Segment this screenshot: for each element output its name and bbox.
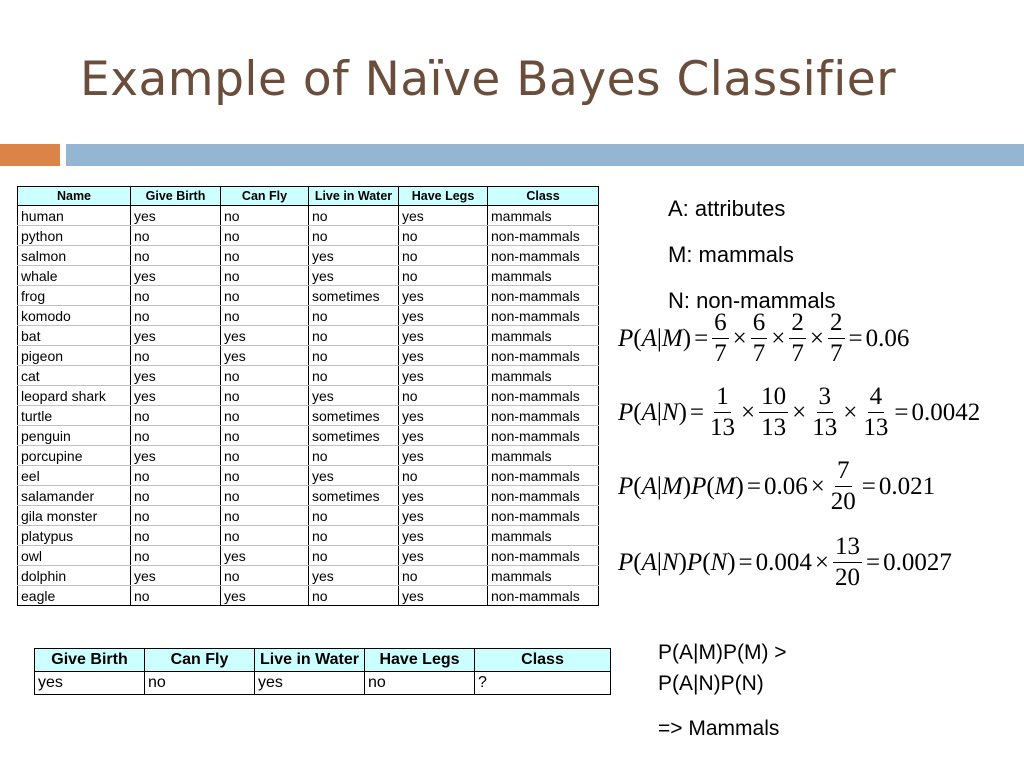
- fraction: [789, 308, 806, 369]
- equation-p-a-given-n: [618, 382, 980, 443]
- equation-operator: ×: [741, 398, 756, 426]
- table-cell: no: [399, 466, 488, 486]
- table-cell: yes: [309, 386, 399, 406]
- table-cell: porcupine: [18, 446, 131, 466]
- table-cell: yes: [399, 506, 488, 526]
- equation-symbol: M: [661, 324, 683, 352]
- table-cell: yes: [399, 526, 488, 546]
- query-cell: no: [145, 672, 255, 695]
- table-cell: sometimes: [309, 286, 399, 306]
- table-cell: non-mammals: [488, 486, 599, 506]
- table-cell: turtle: [18, 406, 131, 426]
- fraction-denominator: 20: [830, 488, 856, 515]
- column-header: Live in Water: [309, 187, 399, 206]
- table-cell: no: [131, 286, 221, 306]
- table-cell: non-mammals: [488, 246, 599, 266]
- table-cell: non-mammals: [488, 306, 599, 326]
- equation-symbol: M: [661, 472, 683, 500]
- table-cell: no: [221, 486, 309, 506]
- equation-operator: ×: [771, 324, 786, 352]
- table-cell: no: [221, 306, 309, 326]
- equation-operator: ×: [843, 398, 858, 426]
- table-cell: yes: [131, 386, 221, 406]
- fraction: [861, 382, 890, 443]
- column-header: Class: [488, 187, 599, 206]
- table-cell: no: [309, 446, 399, 466]
- query-cell: ?: [475, 672, 611, 695]
- equation-symbol: ): [678, 548, 687, 576]
- equation-symbol: ): [678, 398, 687, 426]
- equation-symbol: ): [735, 472, 744, 500]
- fraction-denominator: 13: [761, 414, 787, 441]
- table-cell: non-mammals: [488, 286, 599, 306]
- equation-symbol: P: [691, 472, 707, 500]
- table-cell: yes: [309, 466, 399, 486]
- table-cell: yes: [309, 246, 399, 266]
- equation-operator: ×: [814, 548, 830, 576]
- table-cell: no: [221, 446, 309, 466]
- equation-symbol: N: [661, 398, 679, 426]
- table-row: [18, 426, 599, 446]
- equation-p-a-n-times-p-n: [618, 532, 952, 593]
- conclusion-result: => Mammals: [658, 717, 780, 740]
- equation-symbol: P: [618, 472, 634, 500]
- fraction: [828, 308, 845, 369]
- fraction: [751, 308, 768, 369]
- table-cell: no: [309, 346, 399, 366]
- fraction-denominator: 7: [830, 340, 843, 367]
- table-cell: gila monster: [18, 506, 131, 526]
- equation-symbol: P: [618, 398, 634, 426]
- table-cell: no: [399, 246, 488, 266]
- table-cell: no: [399, 386, 488, 406]
- equation-symbol: (: [706, 472, 715, 500]
- legend-attributes: A: attributes: [668, 196, 786, 221]
- table-cell: no: [131, 466, 221, 486]
- table-cell: no: [221, 226, 309, 246]
- query-column-header: Live in Water: [255, 649, 365, 672]
- fraction-denominator: 13: [863, 414, 889, 441]
- equation-operator: =: [746, 472, 761, 500]
- table-cell: no: [131, 486, 221, 506]
- fraction-numerator: 1: [714, 382, 731, 413]
- table-row: [18, 286, 599, 306]
- table-cell: no: [131, 506, 221, 526]
- table-cell: mammals: [488, 206, 599, 226]
- equation-p-a-m-times-p-m: [618, 456, 935, 517]
- equation-number: 0.004: [755, 548, 812, 576]
- table-cell: no: [309, 546, 399, 566]
- equation-operator: =: [894, 398, 909, 426]
- table-cell: mammals: [488, 566, 599, 586]
- fraction-denominator: 7: [752, 340, 766, 367]
- table-cell: yes: [399, 406, 488, 426]
- equation-symbol: P: [686, 548, 703, 576]
- equation-symbol: A: [641, 398, 657, 426]
- equation-symbol: P: [618, 548, 634, 576]
- table-cell: no: [221, 466, 309, 486]
- table-cell: no: [399, 266, 488, 286]
- table-cell: no: [309, 526, 399, 546]
- equation-symbol: ): [727, 548, 736, 576]
- equation-symbol: A: [641, 548, 657, 576]
- equation-symbol: (: [633, 398, 642, 426]
- table-cell: yes: [221, 586, 309, 606]
- table-cell: yes: [309, 566, 399, 586]
- table-cell: non-mammals: [488, 226, 599, 246]
- fraction-denominator: 13: [710, 414, 736, 441]
- table-cell: yes: [399, 306, 488, 326]
- query-column-header: Have Legs: [365, 649, 475, 672]
- equation-operator: ×: [732, 324, 747, 352]
- table-cell: yes: [399, 326, 488, 346]
- table-cell: yes: [131, 326, 221, 346]
- table-row: [18, 486, 599, 506]
- fraction-numerator: 10: [759, 382, 788, 413]
- equation-symbol: A: [641, 472, 657, 500]
- table-cell: no: [221, 246, 309, 266]
- table-row: [18, 326, 599, 346]
- table-row: [18, 366, 599, 386]
- table-cell: komodo: [18, 306, 131, 326]
- fraction-numerator: 2: [789, 308, 806, 339]
- equation-operator: =: [861, 472, 876, 500]
- table-cell: owl: [18, 546, 131, 566]
- table-cell: eagle: [18, 586, 131, 606]
- table-cell: non-mammals: [488, 386, 599, 406]
- query-cell: no: [365, 672, 475, 695]
- equation-symbol: (: [702, 548, 711, 576]
- equation-operator: =: [738, 548, 753, 576]
- equation-result: 0.021: [878, 472, 936, 500]
- fraction-numerator: 6: [712, 308, 729, 339]
- table-cell: mammals: [488, 366, 599, 386]
- table-row: [18, 526, 599, 546]
- equation-symbol: |: [656, 548, 662, 576]
- table-cell: no: [221, 506, 309, 526]
- table-cell: penguin: [18, 426, 131, 446]
- equation-symbol: ): [682, 472, 692, 500]
- table-cell: whale: [18, 266, 131, 286]
- table-cell: yes: [131, 566, 221, 586]
- fraction-numerator: 3: [817, 382, 834, 413]
- slide-title: Example of Naïve Bayes Classifier: [80, 52, 897, 107]
- table-row: [18, 226, 599, 246]
- equation-operator: =: [848, 324, 863, 352]
- table-row: [18, 206, 599, 226]
- fraction: [712, 308, 729, 369]
- table-cell: mammals: [488, 266, 599, 286]
- table-cell: platypus: [18, 526, 131, 546]
- equation-operator: =: [866, 548, 881, 576]
- table-cell: no: [221, 266, 309, 286]
- equation-operator: ×: [810, 472, 825, 500]
- query-column-header: Can Fly: [145, 649, 255, 672]
- table-cell: non-mammals: [488, 586, 599, 606]
- table-cell: no: [309, 206, 399, 226]
- table-cell: sometimes: [309, 486, 399, 506]
- fraction-denominator: 13: [812, 414, 838, 441]
- conclusion-line-2: P(A|N)P(N): [658, 672, 764, 695]
- table-row: [18, 506, 599, 526]
- fraction-numerator: 6: [751, 308, 768, 339]
- equation-result: 0.06: [865, 324, 910, 352]
- table-cell: no: [131, 546, 221, 566]
- fraction: [708, 382, 737, 443]
- table-cell: no: [131, 306, 221, 326]
- table-cell: human: [18, 206, 131, 226]
- equation-symbol: |: [656, 324, 662, 352]
- table-cell: no: [309, 326, 399, 346]
- accent-bar-orange: [0, 144, 60, 166]
- accent-bar-blue: [66, 144, 1024, 166]
- table-cell: yes: [131, 206, 221, 226]
- table-cell: non-mammals: [488, 346, 599, 366]
- table-cell: yes: [131, 266, 221, 286]
- equation-symbol: P: [618, 324, 634, 352]
- table-row: [18, 386, 599, 406]
- table-cell: no: [399, 226, 488, 246]
- equation-result: 0.0027: [883, 548, 952, 576]
- table-cell: no: [399, 566, 488, 586]
- fraction-denominator: 7: [791, 340, 804, 367]
- table-row: [18, 466, 599, 486]
- table-cell: no: [309, 306, 399, 326]
- table-row: [18, 406, 599, 426]
- equation-symbol: M: [714, 472, 736, 500]
- equation-symbol: N: [710, 548, 728, 576]
- equation-operator: ×: [792, 398, 807, 426]
- table-cell: non-mammals: [488, 406, 599, 426]
- table-cell: yes: [399, 366, 488, 386]
- table-row: [18, 446, 599, 466]
- table-cell: non-mammals: [488, 466, 599, 486]
- table-cell: yes: [399, 446, 488, 466]
- table-cell: non-mammals: [488, 506, 599, 526]
- fraction-numerator: 13: [833, 532, 862, 563]
- equation-symbol: (: [633, 324, 642, 352]
- table-row: [18, 246, 599, 266]
- table-cell: yes: [399, 486, 488, 506]
- fraction: [759, 382, 788, 443]
- table-cell: eel: [18, 466, 131, 486]
- table-cell: no: [309, 506, 399, 526]
- table-cell: pigeon: [18, 346, 131, 366]
- table-cell: no: [131, 246, 221, 266]
- column-header: Name: [18, 187, 131, 206]
- table-cell: yes: [399, 346, 488, 366]
- fraction-denominator: 20: [835, 564, 861, 591]
- table-cell: yes: [399, 586, 488, 606]
- table-row: [18, 586, 599, 606]
- table-cell: yes: [399, 546, 488, 566]
- table-cell: yes: [221, 346, 309, 366]
- table-cell: salmon: [18, 246, 131, 266]
- equation-symbol: N: [661, 548, 679, 576]
- table-cell: no: [221, 566, 309, 586]
- table-cell: no: [221, 426, 309, 446]
- query-cell: yes: [35, 672, 145, 695]
- table-cell: yes: [399, 286, 488, 306]
- equation-symbol: |: [656, 398, 662, 426]
- table-cell: no: [309, 366, 399, 386]
- table-cell: no: [221, 206, 309, 226]
- table-cell: yes: [131, 366, 221, 386]
- table-cell: mammals: [488, 526, 599, 546]
- conclusion-line-1: P(A|M)P(M) >: [658, 641, 787, 664]
- table-cell: sometimes: [309, 426, 399, 446]
- table-cell: no: [131, 586, 221, 606]
- table-cell: salamander: [18, 486, 131, 506]
- fraction-numerator: 4: [868, 382, 885, 413]
- fraction: [833, 532, 862, 593]
- table-cell: bat: [18, 326, 131, 346]
- query-table: [34, 648, 611, 695]
- table-cell: yes: [399, 426, 488, 446]
- equation-p-a-given-m: [618, 308, 909, 369]
- equation-symbol: A: [641, 324, 657, 352]
- table-cell: leopard shark: [18, 386, 131, 406]
- table-cell: non-mammals: [488, 426, 599, 446]
- table-cell: sometimes: [309, 406, 399, 426]
- query-column-header: Class: [475, 649, 611, 672]
- table-cell: no: [131, 526, 221, 546]
- table-cell: python: [18, 226, 131, 246]
- table-row: [18, 306, 599, 326]
- equation-symbol: (: [633, 548, 642, 576]
- column-header: Give Birth: [131, 187, 221, 206]
- fraction-numerator: 7: [835, 456, 852, 487]
- column-header: Can Fly: [221, 187, 309, 206]
- table-cell: no: [309, 226, 399, 246]
- training-data-table: [17, 186, 599, 606]
- fraction: [829, 456, 858, 517]
- fraction-denominator: 7: [714, 340, 727, 367]
- table-cell: no: [309, 586, 399, 606]
- table-cell: no: [131, 346, 221, 366]
- table-cell: no: [221, 526, 309, 546]
- query-column-header: Give Birth: [35, 649, 145, 672]
- table-cell: yes: [309, 266, 399, 286]
- table-cell: non-mammals: [488, 546, 599, 566]
- table-cell: yes: [221, 326, 309, 346]
- equation-operator: =: [694, 324, 709, 352]
- table-cell: frog: [18, 286, 131, 306]
- table-cell: yes: [131, 446, 221, 466]
- equation-symbol: (: [633, 472, 642, 500]
- column-header: Have Legs: [399, 187, 488, 206]
- query-cell: yes: [255, 672, 365, 695]
- table-row: [18, 546, 599, 566]
- table-cell: no: [131, 426, 221, 446]
- table-row: [18, 346, 599, 366]
- table-cell: cat: [18, 366, 131, 386]
- table-cell: no: [221, 406, 309, 426]
- equation-symbol: ): [682, 324, 692, 352]
- legend-mammals: M: mammals: [668, 242, 794, 267]
- equation-result: 0.0042: [911, 398, 981, 426]
- table-cell: no: [131, 226, 221, 246]
- equation-number: 0.06: [763, 472, 808, 500]
- equation-operator: =: [689, 398, 705, 426]
- table-row: [18, 266, 599, 286]
- table-cell: no: [131, 406, 221, 426]
- table-cell: no: [221, 366, 309, 386]
- table-cell: mammals: [488, 326, 599, 346]
- table-row: [18, 566, 599, 586]
- equation-symbol: |: [656, 472, 662, 500]
- fraction: [810, 382, 839, 443]
- table-cell: no: [221, 386, 309, 406]
- table-cell: dolphin: [18, 566, 131, 586]
- fraction-numerator: 2: [828, 308, 845, 339]
- equation-operator: ×: [809, 324, 824, 352]
- table-cell: yes: [221, 546, 309, 566]
- table-cell: yes: [399, 206, 488, 226]
- table-cell: mammals: [488, 446, 599, 466]
- table-cell: no: [221, 286, 309, 306]
- legend-non-mammals: N: non-mammals: [668, 288, 836, 313]
